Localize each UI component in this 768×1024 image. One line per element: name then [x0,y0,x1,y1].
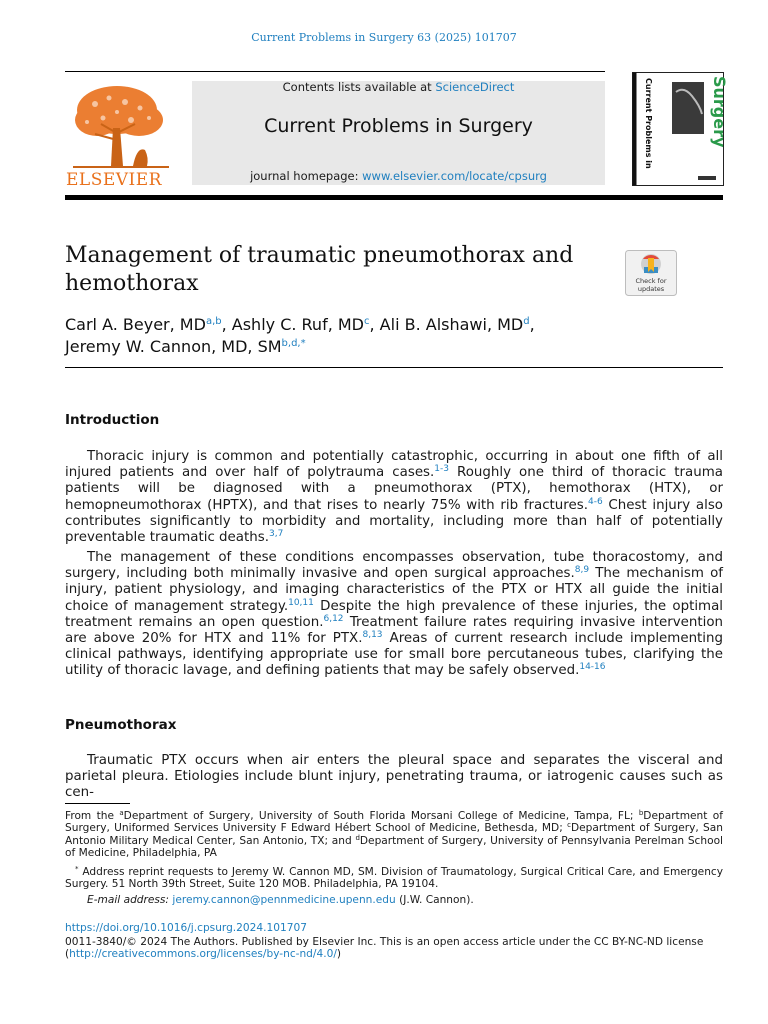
text-run: Department of Surgery, Uniformed Services University F Edward Hébert School of Medicine, Bethesda, MD; [65,810,723,835]
license-open: ( [65,948,70,961]
email-link[interactable]: jeremy.cannon@pennmedicine.upenn.edu [172,894,396,906]
author-affiliation-link[interactable]: d [523,316,530,327]
email-suffix: (J.W. Cannon). [395,894,474,906]
text-run: The management of these conditions encompasses observation, tube thoracostomy, and surgery, including both minimally invasive and open surgical approaches. [65,550,723,582]
elsevier-wordmark: ELSEVIER [66,170,162,190]
cover-title-text: Surgery [710,76,729,148]
crossmark-line2: updates [637,285,665,293]
journal-masthead [192,81,605,185]
text-run: Department of Surgery, San Antonio Military Medical Center, San Antonio, TX; and [65,822,723,847]
author-name: Ali B. Alshawi, MD [379,315,524,334]
section-heading-introduction: Introduction [65,412,160,428]
author-name: Ashly C. Ruf, MD [231,315,364,334]
text-run: Traumatic PTX occurs when air enters the pleural space and separates the visceral and parietal pleura. Etiologies include blunt injury, penetrating trauma, or iatrogenic causes such as cen- [65,753,723,801]
text-run: Despite the high prevalence of these injuries, the optimal treatment remains an open question. [65,598,724,630]
email-label: E-mail address: [87,894,173,906]
citation-link[interactable]: 4-6 [587,496,603,507]
author-name: Jeremy W. Cannon, MD, SM [65,337,282,356]
copyright-text: 0011-3840/© 2024 The Authors. Published by Elsevier Inc. This is an open access article under the CC BY-NC-ND license [65,936,704,948]
corresponding-author-footnote [65,866,723,891]
corresponding-mark: * [75,865,79,873]
text-run: Department of Surgery, University of South Florida Morsani College of Medicine, Tampa, FL; [123,810,639,822]
running-head[interactable]: Current Problems in Surgery 63 (2025) 101707 [251,31,517,44]
author-affiliation-link[interactable]: a,b [205,316,222,327]
contents-line [192,81,605,93]
citation-link[interactable]: 8,9 [574,565,590,576]
doi-link[interactable]: https://doi.org/10.1016/j.cpsurg.2024.101707 [65,922,307,934]
cover-series-text: Current Problems in [644,78,653,169]
sciencedirect-link[interactable]: ScienceDirect [435,80,515,94]
citation-link[interactable]: 6,12 [323,613,344,624]
citation-link[interactable]: 10,11 [288,597,314,608]
body-paragraph [65,550,723,680]
copyright-line [65,936,723,961]
check-for-updates-badge[interactable] [625,250,677,296]
body-paragraph [65,449,723,546]
citation-link[interactable]: 1-3 [434,464,449,475]
contents-prefix: Contents lists available at [282,80,436,94]
homepage-line [192,169,605,183]
crossmark-line1: Check for [635,277,667,285]
citation-link[interactable]: a [119,809,124,817]
masthead-rule [65,195,723,200]
citation-link[interactable]: b [638,809,644,817]
author-name: Carl A. Beyer, MD [65,315,206,334]
header-rule [65,71,605,72]
doi-line [65,922,723,934]
article-title: Management of traumatic pneumothorax and hemothorax [65,243,574,296]
corresponding-text: Address reprint requests to Jeremy W. Cannon MD, SM. Division of Traumatology, Surgical Critical Care, and Emergency Surgery. 51 North 39th Street, Suite 120 MOB. Philadelphia, PA 19104. [65,866,724,891]
citation-link[interactable]: 8,13 [362,630,383,641]
license-link[interactable]: http://creativecommons.org/licenses/by-nc-nd/4.0/ [69,948,337,961]
homepage-prefix: journal homepage: [250,169,363,183]
text-run: Roughly one third of thoracic trauma patients will be diagnosed with a pneumothorax (PTX), hemothorax (HTX), or hemopneumothorax (HPTX), and that rises to nearly 75% with rib fractures. [65,465,723,513]
citation-link[interactable]: 14-16 [579,662,606,673]
text-run: Department of Surgery, University of Pennsylvania Perelman School of Medicine, Philadelphia, PA [65,834,723,860]
affiliations-footnote [65,810,723,860]
citation-link[interactable]: c [567,821,571,830]
journal-homepage-link[interactable]: www.elsevier.com/locate/cpsurg [362,169,547,183]
body-paragraph [65,753,723,802]
license-close: ) [336,948,342,961]
citation-link[interactable]: d [355,833,360,842]
citation-link[interactable]: 3,7 [268,529,284,540]
text-run: From the [65,810,120,822]
author-affiliation-link[interactable]: c [364,316,370,327]
section-heading-pneumothorax: Pneumothorax [65,717,177,733]
author-rule [65,367,723,368]
footnote-rule [65,803,130,804]
author-affiliation-link[interactable]: b,d,* [281,338,306,349]
email-footnote [87,894,723,906]
text-run: Treatment failure rates requiring invasive intervention are above 20% for HTX and 11% for PTX. [65,614,723,647]
text-run: Areas of current research include implementing clinical pathways, identifying appropriate use for small bore percutaneous tubes, clarifying the utility of thoracic lavage, and defining patients that may be safely observed. [65,631,724,679]
author-list: Carl A. Beyer, MD$^{a,b}$, Ashly C. Ruf, $MD^c$, Ali B. Alshawi, $MD^d$, Jeremy W. Cannon, MD, $SM^{b,d,*}$ [65,315,535,356]
text-run: Chest injury also contributes significantly to morbidity and mortality, including more than half of potentially preventable traumatic deaths. [65,497,723,546]
journal-cover-image[interactable] [632,72,729,186]
journal-title: Current Problems in Surgery [264,115,533,137]
text-run: Thoracic injury is common and potentially catastrophic, occurring in about one fifth of all injured patients and over half of polytrauma cases. [65,449,723,481]
text-run: The mechanism of injury, patient physiology, and imaging characteristics of the PTX or HTX all guide the initial choice of management strategy. [65,566,723,614]
